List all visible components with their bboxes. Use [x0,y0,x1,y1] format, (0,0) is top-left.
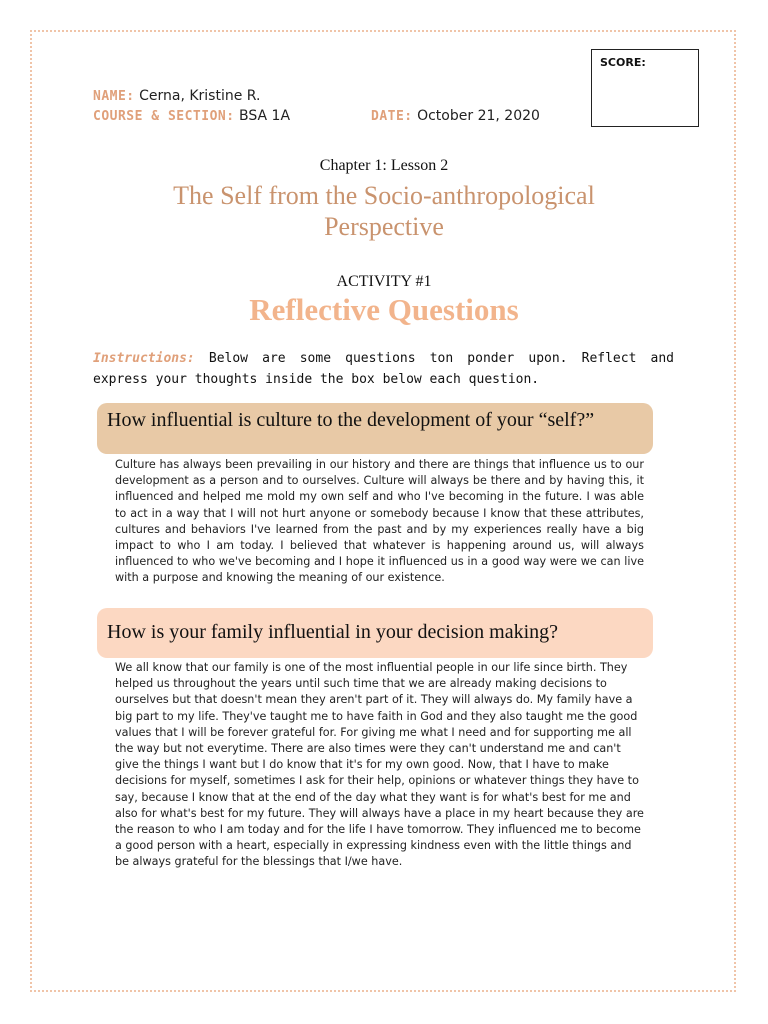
name-label: NAME: [93,89,135,104]
date-line [371,106,540,127]
instructions-text: Below are some questions ton ponder upon. Reflect and express your thoughts inside the box below each question. [93,351,674,387]
name-value: Cerna, Kristine R. [139,88,261,104]
activity-title: Reflective Questions [249,292,519,327]
name-line [93,86,260,107]
course-label: COURSE & SECTION: [93,109,235,124]
course-value: BSA 1A [239,108,291,124]
activity-number: ACTIVITY #1 [336,273,432,290]
instructions [93,348,674,390]
score-box [591,49,699,127]
answer-1: Culture has always been prevailing in our history and there are things that influence us to our development as a person and to ourselves. Culture will always be there and by having this, it influenced and helped me mold my own self and who I've becoming in the future. I was able to act in a way that I will not hurt anyone or somebody because I know that these attributes, cultures and behaviors I've learned from the past and by my experiences really have a big impact to who I am today. I believed that whatever is happening around us, will always influenced to who we've becoming and I hope it influenced us in a good way were we can live with a purpose and knowing the meaning of our existence. [115,458,644,585]
answer-2: We all know that our family is one of the most influential people in our life since birth. They helped us throughout the years until such time that we are already making decisions to ourselves but that doesn't mean they aren't part of it. They will always do. My family have a big part to my life. They've taught me to have faith in God and they also taught me the good values that I will be forever grateful for. For giving me what I need and for supporting me all the way but not everytime. There are also times were they can't understand me and can't give the things I want but I do know that it's for my own good. Now, that I have to make decisions for myself, sometimes I ask for their help, opinions or whatever things they have to say, because I know that at the end of the day what they want is for what's best for me and also for what's best for my future. They will always have a place in my heart because they are the reason to who I am today and for the life I have tomorrow. They influenced me to become a good person with a heart, especially in expressing kindness even with the little things and be always grateful for the blessings that I/we have. [115,661,644,869]
instructions-label: Instructions: [93,351,195,366]
question-1: How influential is culture to the development of your “self?” [97,403,653,454]
question-2: How is your family influential in your decision making? [97,608,653,658]
chapter-heading: Chapter 1: Lesson 2 [319,157,449,174]
page-title: The Self from the Socio-anthropological Perspective [173,181,595,241]
score-label: SCORE: [600,56,646,69]
date-value: October 21, 2020 [417,108,540,124]
date-label: DATE: [371,109,413,124]
course-line [93,106,290,127]
